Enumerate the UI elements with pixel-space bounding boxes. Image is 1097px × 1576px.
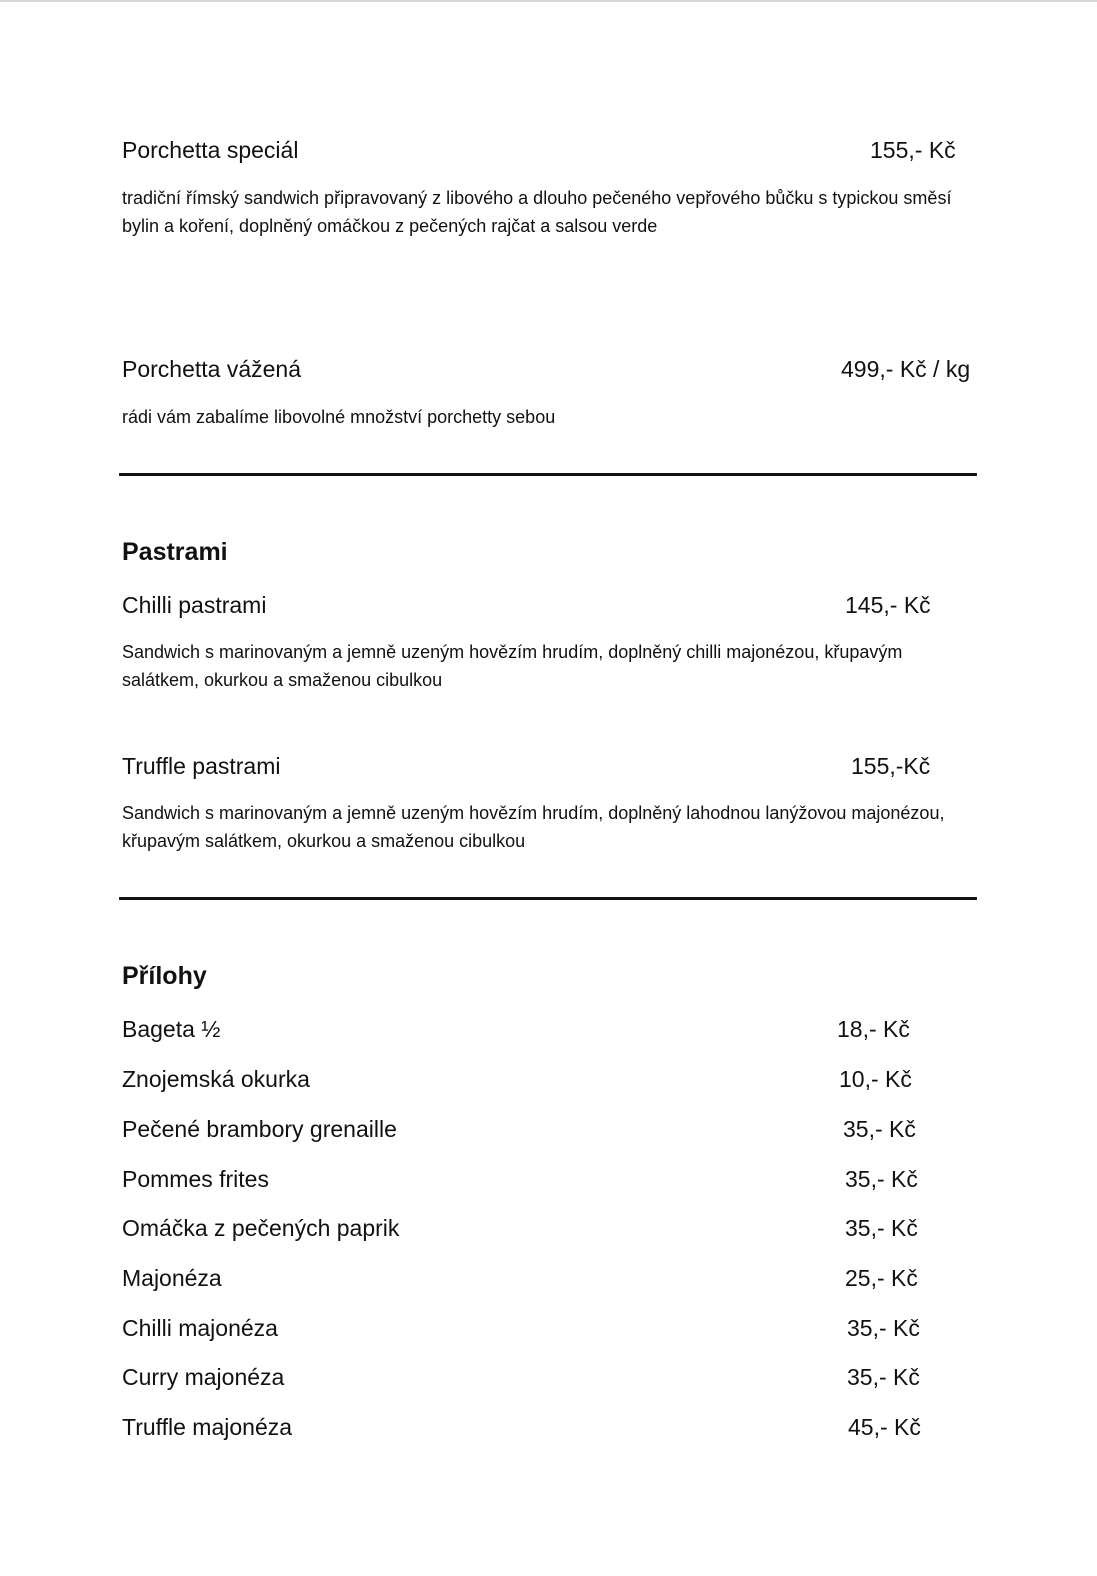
side-item-name: Pommes frites [122, 1166, 269, 1192]
side-item-price: 35,- Kč [845, 1166, 918, 1192]
side-item-price: 45,- Kč [848, 1414, 921, 1440]
menu-item-name: Truffle pastrami [122, 753, 281, 779]
side-item-name: Chilli majonéza [122, 1315, 278, 1341]
section-heading: Přílohy [122, 962, 207, 990]
section-divider [119, 473, 977, 476]
section-divider [119, 897, 977, 900]
side-item-price: 18,- Kč [837, 1016, 910, 1042]
side-item-price: 35,- Kč [843, 1116, 916, 1142]
side-item-name: Bageta ½ [122, 1016, 221, 1042]
menu-item-price: 155,- Kč [870, 137, 956, 163]
menu-item-description: Sandwich s marinovaným a jemně uzeným hovězím hrudím, doplněný lahodnou lanýžovou majonézou, křupavým salátkem, okurkou a smaženou cibulkou [122, 803, 945, 851]
side-item-name: Curry majonéza [122, 1364, 285, 1390]
menu-item-description: Sandwich s marinovaným a jemně uzeným hovězím hrudím, doplněný chilli majonézou, křupavým salátkem, okurkou a smaženou cibulkou [122, 642, 903, 690]
side-item-price: 35,- Kč [847, 1364, 920, 1390]
side-item-name: Pečené brambory grenaille [122, 1116, 397, 1142]
side-item-price: 10,- Kč [839, 1066, 912, 1092]
side-item-name: Omáčka z pečených paprik [122, 1215, 400, 1241]
menu-item-price: 499,- Kč / kg [841, 356, 971, 382]
menu-item-price: 145,- Kč [845, 592, 931, 618]
side-item-name: Truffle majonéza [122, 1414, 293, 1440]
menu-item-name: Chilli pastrami [122, 592, 267, 618]
section-heading: Pastrami [122, 538, 228, 566]
menu-item-price: 155,-Kč [851, 753, 931, 779]
menu-item-name: Porchetta speciál [122, 137, 299, 163]
menu-item-name: Porchetta vážená [122, 356, 302, 382]
side-item-price: 35,- Kč [845, 1215, 918, 1241]
side-item-price: 25,- Kč [845, 1265, 918, 1291]
page-top-border [0, 0, 1097, 2]
menu-item-description: tradiční římský sandwich připravovaný z libového a dlouho pečeného vepřového bůčku s typickou směsí bylin a koření, doplněný omáčkou z pečených rajčat a salsou verde [122, 188, 952, 236]
side-item-name: Majonéza [122, 1265, 222, 1291]
menu-item-description: rádi vám zabalíme libovolné množství porchetty sebou [122, 407, 556, 427]
side-item-price: 35,- Kč [847, 1315, 920, 1341]
side-item-name: Znojemská okurka [122, 1066, 310, 1092]
